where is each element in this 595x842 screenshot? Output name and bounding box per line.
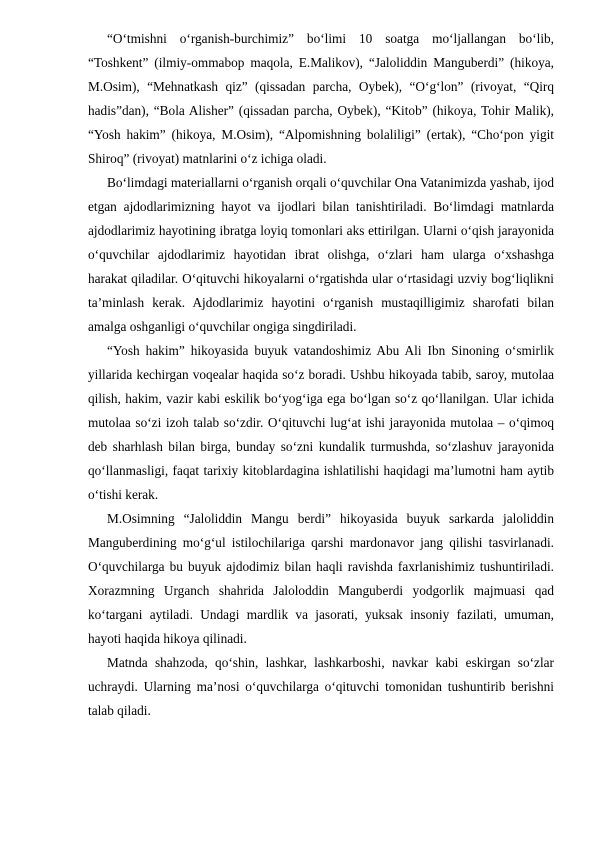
paragraph-5: Matnda shahzoda, qo‘shin, lashkar, lashkarboshi, navkar kabi eskirgan so‘zlar uchraydi. Ularning ma’nosi o‘quvchilarga o‘qituvchi tomonidan tushuntirib berishni talab qiladi. [88, 655, 554, 718]
paragraph-2: Bo‘limdagi materiallarni o‘rganish orqali o‘quvchilar Ona Vatanimizda yashab, ijod etgan ajdodlarimizning hayot va ijodlari bilan tanishtiriladi. Bo‘limdagi matnlarda ajdodlarimiz hayotining ibratga loyiq tomonlari aks ettirilgan. Ularni o‘qish jarayonida o‘quvchilar ajdodlarimiz hayotidan ibrat olishga, o‘zlari ham ularga o‘xshashga harakat qiladilar. O‘qituvchi hikoyalarni o‘rgatishda ular o‘rtasidagi uzviy bog‘liqlikni ta’minlash kerak. Ajdodlarimiz hayotini o‘rganish mustaqilligimiz sharofati bilan amalga oshganligi o‘quvchilar ongiga singdiriladi. [88, 175, 554, 334]
paragraph-3: “Yosh hakim” hikoyasida buyuk vatandoshimiz Abu Ali Ibn Sinoning o‘smirlik yillarida kechirgan voqealar haqida so‘z boradi. Ushbu hikoyada tabib, saroy, mutolaa qilish, hakim, vazir kabi eskilik bo‘yog‘iga ega bo‘lgan so‘z qo‘llanilgan. Ular ichida mutolaa so‘zi izoh talab so‘zdir. O‘qituvchi lug‘at ishi jarayonida mutolaa – o‘qimoq deb sharhlash bilan birga, bunday so‘zni kundalik turmushda, so‘zlashuv jarayonida qo‘llanmasligi, faqat tarixiy kitoblardagina ishlatilishi haqidagi ma’lumotni ham aytib o‘tishi kerak. [88, 343, 554, 502]
paragraph-1: “O‘tmishni o‘rganish-burchimiz” bo‘limi 10 soatga mo‘ljallangan bo‘lib, “Toshkent” (ilmiy-ommabop maqola, E.Malikov), “Jaloliddin Manguberdi” (hikoya, M.Osim), “Mehnatkash qiz” (qissadan parcha, Oybek), “O‘g‘lon” (rivoyat, “Qirq hadis”dan), “Bola Alisher” (qissadan parcha, Oybek), “Kitob” (hikoya, Tohir Malik), “Yosh hakim” (hikoya, M.Osim), “Alpomishning bolaliligi” (ertak), “Cho‘pon yigit Shiroq” (rivoyat) matnlarini o‘z ichiga oladi. [88, 31, 554, 166]
paragraph-4: M.Osimning “Jaloliddin Mangu berdi” hikoyasida buyuk sarkarda jaloliddin Manguberdining mo‘g‘ul istilochilariga qarshi mardonavor jang qilishi tasvirlanadi. O‘quvchilarga bu buyuk ajdodimiz bilan haqli ravishda faxrlanishimiz tushuntiriladi. Xorazmning Urganch shahrida Jaloloddin Manguberdi yodgorlik majmuasi qad ko‘targani aytiladi. Undagi mardlik va jasorati, yuksak insoniy fazilati, umuman, hayoti haqida hikoya qilinadi. [88, 511, 554, 646]
text-body [88, 27, 554, 723]
